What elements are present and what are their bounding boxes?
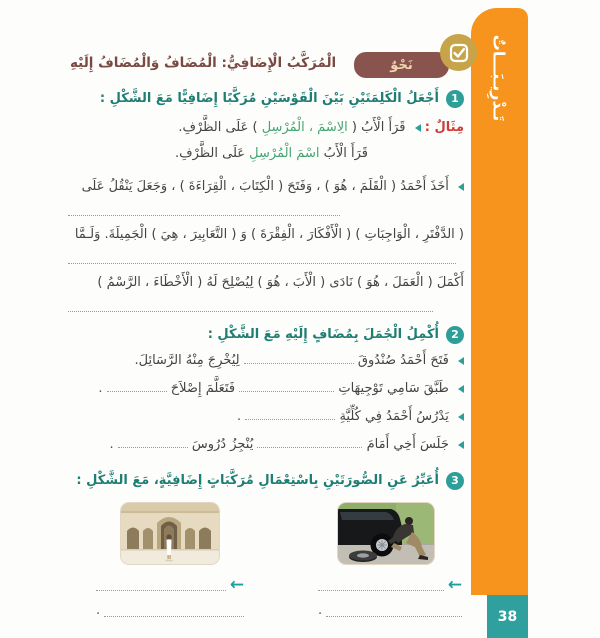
mosque-photo xyxy=(120,502,220,565)
exercise-1-instruction: أَجْعَلُ الْكَلِمَتَيْنِ بَيْنَ الْقَوْسَيْنِ مُرَكَّبًا إِضَافِيًّا مَعَ الشَّكْلِ : xyxy=(99,91,439,106)
exercise-3-header xyxy=(68,468,464,494)
exercise-1-number-badge: 1 xyxy=(446,90,464,108)
page-title: الْمُرَكَّبُ الْإِضَافِيُّ: الْمُضَافُ وَالْمُضَافُ إِلَيْهِ xyxy=(70,55,337,71)
chevron-bullet-icon xyxy=(458,183,464,191)
example-2-highlight: اسْمَ الْمُرْسِلِ xyxy=(249,146,320,161)
chevron-bullet-icon xyxy=(458,385,464,393)
example-1-pre: قَرَأَ الْأَبُ ( xyxy=(347,120,406,135)
answer-line xyxy=(68,200,464,222)
answer-line-group xyxy=(318,598,462,624)
answer-blank[interactable] xyxy=(118,436,188,448)
photo-answer-line-2 xyxy=(68,598,464,618)
left-arrow-icon: ← xyxy=(447,575,462,595)
answer-blank[interactable] xyxy=(104,605,244,617)
answer-line-group xyxy=(96,575,244,595)
page-number: 38 xyxy=(487,595,528,638)
answer-blank[interactable] xyxy=(244,352,354,364)
answer-blank[interactable] xyxy=(96,579,226,591)
exercise-3-number-badge: 3 xyxy=(446,472,464,490)
example-2-pre: قَرَأَ الْأَبُ xyxy=(319,146,368,161)
exercise-3-instruction: أُعَبِّرُ عَنِ الصُّورَتَيْنِ بِاسْتِعْمَالِ مُرَكَّبَاتٍ إِضَافِيَّةٍ، مَعَ الشَّكْلِ : xyxy=(76,473,439,488)
answer-period: . xyxy=(318,603,323,618)
exercise-2-header xyxy=(68,322,464,348)
example-line-1 xyxy=(68,115,464,141)
tire-change-photo xyxy=(337,502,435,565)
subject-badge: نَحْوٌ xyxy=(354,52,449,78)
answer-blank[interactable] xyxy=(326,605,462,617)
item-period: . xyxy=(109,437,114,452)
example-2-post: عَلَى الظَّرْفِ. xyxy=(174,146,250,161)
answer-line xyxy=(68,296,464,318)
exercise-2-item xyxy=(68,432,464,460)
left-arrow-icon: ← xyxy=(229,575,244,595)
answer-period: . xyxy=(96,603,101,618)
item-text: لِيُخْرِجَ مِنْهُ الرَّسَائِلَ. xyxy=(134,353,240,368)
exercises-area xyxy=(68,86,464,618)
item-text: يَدْرُسُ أَحْمَدُ فِي كُلِّيَّةِ xyxy=(339,409,449,424)
exercise-2-item xyxy=(68,376,464,404)
chevron-bullet-icon xyxy=(415,124,421,132)
answer-blank[interactable] xyxy=(239,380,334,392)
exercise-1-sentence-1 xyxy=(68,174,464,200)
answer-blank[interactable] xyxy=(318,579,444,591)
chevron-bullet-icon xyxy=(458,413,464,421)
sentence-text: ( الدَّفْتَرِ ، الْوَاجِبَاتِ ) ( الْأَفْكَارَ ، الْفِقْرَةَ ) وَ ( التَّعَابِيرَ ، هِيَ ) الْجَمِيلَةَ. وَلَـمَّا xyxy=(74,227,464,242)
exercise-2-item xyxy=(68,404,464,432)
photos-row xyxy=(68,502,464,574)
answer-blank[interactable] xyxy=(107,380,167,392)
item-text: طَبَّقَ سَامِي تَوْجِيهَاتِ xyxy=(338,381,449,396)
chevron-bullet-icon xyxy=(458,357,464,365)
example-label: مِثَالٌ : xyxy=(424,120,464,135)
example-line-2 xyxy=(68,141,464,167)
photo-answer-line-1 xyxy=(68,575,464,598)
answer-blank[interactable] xyxy=(68,204,340,216)
answer-line-group xyxy=(318,575,462,595)
exercise-2-number-badge: 2 xyxy=(446,326,464,344)
sidebar-label: تَـدْرِيـبَـــاتٌ xyxy=(489,34,509,122)
item-text: جَلَسَ أَخِي أَمَامَ xyxy=(366,437,449,452)
sentence-text: أَكْمَلَ ( الْعَمَلَ ، هُوَ ) نَادَى ( الْأَبَ ، هُوَ ) لِيُصْلِحَ لَهُ ( الْأَخْطَاءَ ، الرَّسْمُ ) xyxy=(97,275,464,290)
example-1-highlight: الِاسْمَ ، الْمُرْسِلِ xyxy=(261,120,348,135)
answer-blank[interactable] xyxy=(68,300,433,312)
answer-blank[interactable] xyxy=(68,252,456,264)
item-text: فَتَعَلَّمَ إِصْلاَحَ xyxy=(170,381,236,396)
answer-line-group xyxy=(96,598,244,624)
sentence-text: أَخَذَ أَحْمَدُ ( الْقَلَمَ ، هُوَ ) ، وَفَتَحَ ( الْكِتَابَ ، الْقِرَاءَةَ ) ، وَجَعَلَ يَنْقُلُ عَلَى xyxy=(81,179,449,194)
exercise-1-header xyxy=(68,86,464,112)
item-text: فَتَحَ أَحْمَدُ صُنْدُوقَ xyxy=(357,353,449,368)
check-icon xyxy=(440,34,477,71)
item-period: . xyxy=(237,409,242,424)
example-1-post: ) عَلَى الظَّرْفِ. xyxy=(178,120,262,135)
exercise-2-item xyxy=(68,348,464,376)
answer-blank[interactable] xyxy=(257,436,362,448)
answer-blank[interactable] xyxy=(245,408,335,420)
exercise-2-instruction: أُكْمِلُ الْجُمَلَ بِمُضَافٍ إِلَيْهِ مَعَ الشَّكْلِ : xyxy=(207,327,439,342)
item-period: . xyxy=(98,381,103,396)
answer-line xyxy=(68,248,464,270)
exercise-1-sentence-3 xyxy=(68,270,464,296)
exercise-1-sentence-2 xyxy=(68,222,464,248)
item-text: يُنْجِزُ دُرُوسَ xyxy=(191,437,254,452)
chevron-bullet-icon xyxy=(458,441,464,449)
